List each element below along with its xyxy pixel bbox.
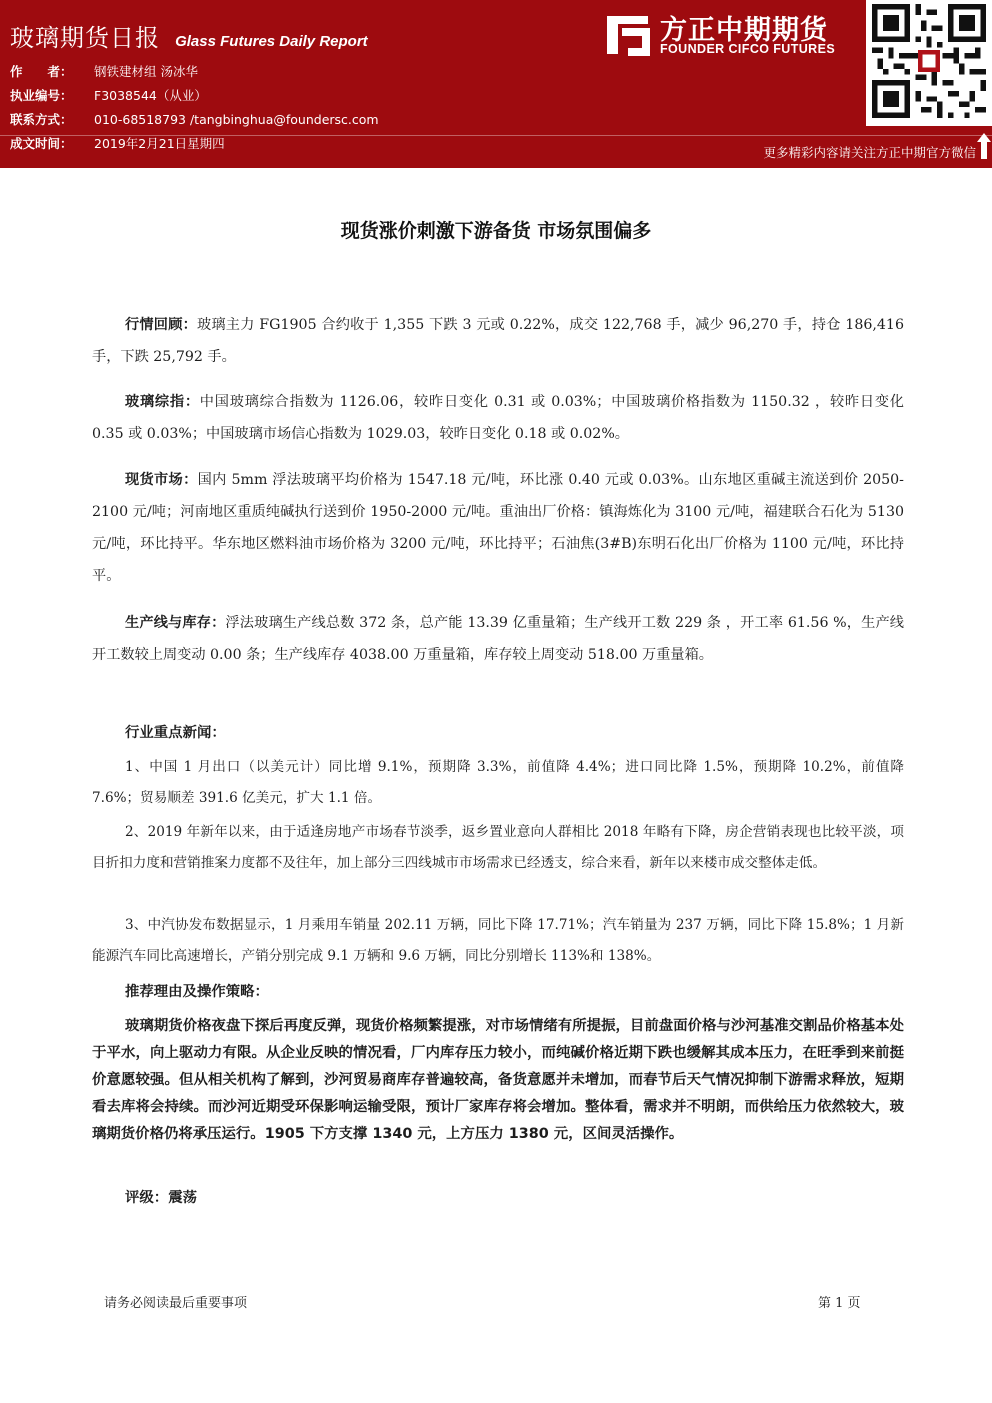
news-item-3: 3、中汽协发布数据显示，1 月乘用车销量 202.11 万辆，同比下降 17.71%；汽车销量为 237 万辆，同比下降 15.8%；1 月新能源汽车同比高速增长，产销分别完成 9.1 万辆和 9.6 万辆，同比分别增长 113%和 138%。: [92, 917, 904, 964]
document-title: 现货涨价刺激下游备货 市场氛围偏多: [340, 220, 652, 242]
glass-index-paragraph: [92, 386, 904, 450]
market-review-text: 玻璃主力 FG1905 合约收于 1,355 下跌 3 元或 0.22%，成交 122,768 手，减少 96,270 手，持仓 186,416 手，下跌 25,792 手。: [92, 317, 904, 365]
qr-code-graphic: [872, 4, 986, 118]
date-value: 2019年2月21日星期四: [94, 136, 225, 151]
date-label: 成文时间：: [10, 136, 73, 151]
contact-row: [10, 108, 379, 132]
wechat-follow-note: 更多精彩内容请关注方正中期官方微信: [763, 145, 976, 160]
brand-name-en: FOUNDER CIFCO FUTURES: [660, 42, 836, 56]
qr-code-icon[interactable]: [866, 0, 992, 126]
production-paragraph: [92, 607, 904, 671]
strategy-paragraph: 玻璃期货价格夜盘下探后再度反弹，现货价格频繁提涨，对市场情绪有所提振，目前盘面价格与沙河基准交割品价格基本处于平水，向上驱动力有限。从企业反映的情况看，厂内库存压力较小，而纯碱价格近期下跌也缓解其成本压力，在旺季到来前挺价意愿较强。但从相关机构了解到，沙河贸易商库存普遍较高，备货意愿并未增加，而春节后天气情况抑制下游需求释放，短期看去库将会持续。而沙河近期受环保影响运输受限，预计厂家库存将会增加。整体看，需求并不明朗，而供给压力依然较大，玻璃期货价格仍将承压运行。1905 下方支撑 1340 元，上方压力 1380 元，区间灵活操作。: [92, 1018, 904, 1142]
up-arrow-icon: [976, 132, 992, 160]
spot-market-paragraph: [92, 464, 904, 592]
footer-notice: 请务必阅读最后重要事项: [104, 1296, 248, 1311]
rating-line: [125, 1186, 197, 1207]
report-header: [0, 0, 992, 168]
license-value: F3038544（从业）: [94, 88, 207, 103]
spot-market-text: 国内 5mm 浮法玻璃平均价格为 1547.18 元/吨，环比涨 0.40 元或 0.03%。山东地区重碱主流送到价 2050-2100 元/吨；河南地区重质纯碱执行送到价 1950-2000 元/吨。重油出厂价格：镇海炼化为 3100 元/吨，福建联合石化为 5130 元/吨，环比持平。华东地区燃料油市场价格为 3200 元/吨，环比持平；石油焦(3#B)东明石化出厂价格为 1100 元/吨，环比持平。: [92, 472, 904, 584]
founder-logo-icon: [604, 10, 654, 60]
production-label: 生产线与库存：: [125, 615, 226, 631]
author-row: [10, 60, 379, 84]
brand-name-cn: 方正中期期货: [660, 15, 828, 46]
brand-logo-block: [600, 8, 860, 68]
news-item-1: 1、中国 1 月出口（以美元计）同比增 9.1%，预期降 3.3%，前值降 4.4%；进口同比降 1.5%，预期降 10.2%，前值降 7.6%；贸易顺差 391.6 亿美元，扩大 1.1 倍。: [92, 759, 904, 806]
spot-market-label: 现货市场：: [125, 472, 198, 488]
glass-index-text: 中国玻璃综合指数为 1126.06，较昨日变化 0.31 或 0.03%；中国玻璃价格指数为 1150.32 ，较昨日变化 0.35 或 0.03%；中国玻璃市场信心指数为 1029.03，较昨日变化 0.18 或 0.02%。: [92, 394, 904, 442]
author-value: 钢铁建材组 汤冰华: [94, 64, 198, 79]
author-label: 作 者：: [10, 64, 73, 79]
industry-news-heading: 行业重点新闻：: [125, 725, 226, 741]
market-review-label: 行情回顾：: [125, 317, 197, 333]
production-text: 浮法玻璃生产线总数 372 条，总产能 13.39 亿重量箱；生产线开工数 229 条 ，开工率 61.56 %，生产线开工数较上周变动 0.00 条；生产线库存 4038.00 万重量箱，库存较上周变动 518.00 万重量箱。: [92, 615, 904, 663]
report-title-cn: 玻璃期货日报: [10, 24, 160, 52]
license-row: [10, 84, 379, 108]
page-number: 第 1 页: [818, 1296, 861, 1311]
rating-label: 评级：: [125, 1190, 169, 1206]
news-item-2: 2、2019 年新年以来，由于适逢房地产市场春节淡季，返乡置业意向人群相比 2018 年略有下降，房企营销表现也比较平淡，项目折扣力度和营销推案力度都不及往年，加上部分三四线城市市场需求已经透支，综合来看，新年以来楼市成交整体走低。: [92, 824, 904, 871]
strategy-heading: 推荐理由及操作策略：: [125, 984, 269, 1000]
contact-value[interactable]: 010-68518793 /tangbinghua@foundersc.com: [94, 112, 379, 127]
author-info: [10, 60, 379, 156]
report-title-row: [10, 18, 368, 53]
glass-index-label: 玻璃综指：: [125, 394, 200, 410]
license-label: 执业编号：: [10, 88, 73, 103]
date-row: [10, 132, 379, 156]
market-review-paragraph: [92, 309, 904, 373]
rating-value: 震荡: [168, 1190, 197, 1206]
report-title-en: Glass Futures Daily Report: [175, 33, 368, 50]
contact-label: 联系方式：: [10, 112, 73, 127]
